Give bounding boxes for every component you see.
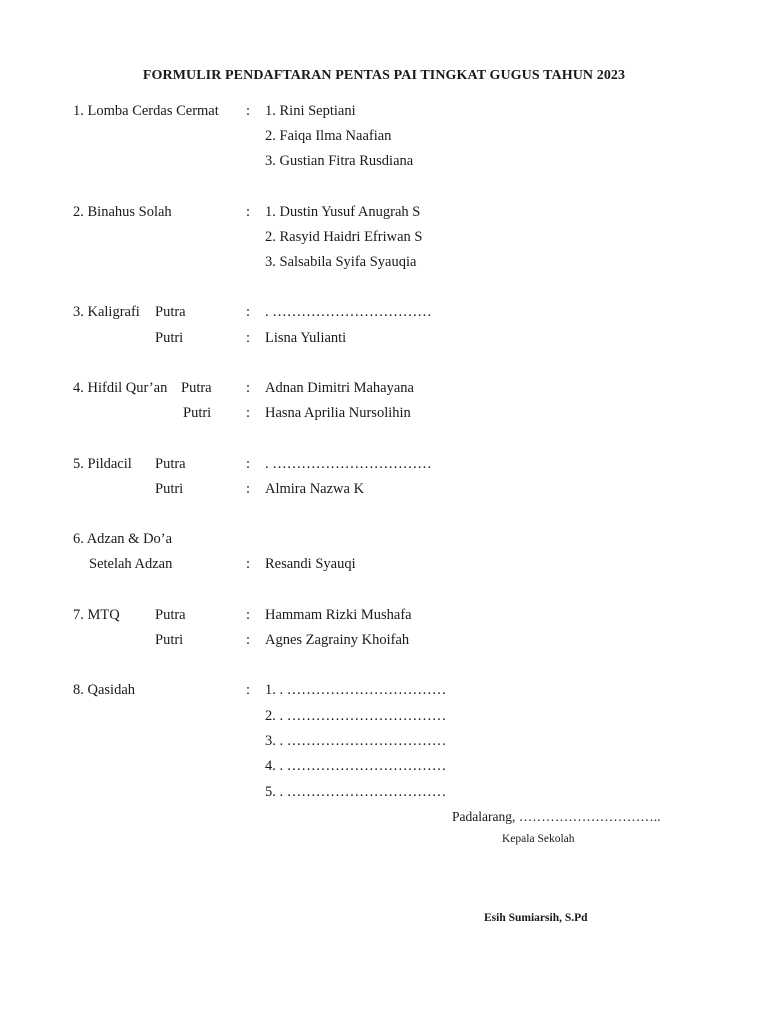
item-7-putri-colon: : [246,632,251,648]
item-6-value: Resandi Syauqi [265,556,356,572]
item-4-label: 4. Hifdil Qur’an [73,380,168,396]
item-1-value-1: 1. Rini Septiani [265,103,356,119]
item-6-colon: : [246,556,251,572]
item-2-value-2: 2. Rasyid Haidri Efriwan S [265,229,423,245]
item-5-putri-value: Almira Nazwa K [265,481,365,497]
item-2-value-1: 1. Dustin Yusuf Anugrah S [265,204,421,220]
item-7-putra-colon: : [246,607,251,623]
item-3-putri-colon: : [246,330,251,346]
item-6-label-line-2: Setelah Adzan [89,556,173,572]
item-3-putra-value: . …………………………… [265,304,432,320]
item-7-label: 7. MTQ [73,607,120,623]
item-5-label: 5. Pildacil [73,456,132,472]
principal-name: Esih Sumiarsih, S.Pd [484,912,588,924]
item-2-value-3: 3. Salsabila Syifa Syauqia [265,254,417,270]
item-3-putra-label: Putra [155,304,186,320]
principal-position: Kepala Sekolah [502,833,575,845]
item-1-colon: : [246,103,251,119]
item-4-putri-value: Hasna Aprilia Nursolihin [265,405,411,421]
item-4-putra-label: Putra [181,380,212,396]
form-title: FORMULIR PENDAFTARAN PENTAS PAI TINGKAT GUGUS TAHUN 2023 [142,68,626,83]
item-8-value-1: 1. . …………………………… [265,682,447,698]
item-4-putri-colon: : [246,405,251,421]
item-3-label: 3. Kaligrafi [73,304,140,320]
item-4-putra-value: Adnan Dimitri Mahayana [265,380,414,396]
item-8-value-2: 2. . …………………………… [265,708,447,724]
item-5-putra-value: . …………………………… [265,456,432,472]
place-date: Padalarang, ………………………….. [452,809,661,824]
item-4-putri-label: Putri [183,405,212,421]
item-3-putra-colon: : [246,304,251,320]
item-7-putri-label: Putri [155,632,184,648]
item-7-putra-value: Hammam Rizki Mushafa [265,607,412,623]
item-8-colon: : [246,682,251,698]
item-7-putra-label: Putra [155,607,186,623]
item-4-putra-colon: : [246,380,251,396]
item-1-value-2: 2. Faiqa Ilma Naafian [265,128,392,144]
item-8-value-4: 4. . …………………………… [265,758,447,774]
item-1-value-3: 3. Gustian Fitra Rusdiana [265,153,414,169]
item-5-putri-label: Putri [155,481,184,497]
item-3-putri-label: Putri [155,330,184,346]
item-8-value-5: 5. . …………………………… [265,784,447,800]
item-7-putri-value: Agnes Zagrainy Khoifah [265,632,410,648]
item-8-label: 8. Qasidah [73,682,136,698]
item-5-putra-colon: : [246,456,251,472]
item-8-value-3: 3. . …………………………… [265,733,447,749]
item-3-putri-value: Lisna Yulianti [265,330,347,346]
item-2-colon: : [246,204,251,220]
item-2-label: 2. Binahus Solah [73,204,172,220]
item-5-putra-label: Putra [155,456,186,472]
item-1-label: 1. Lomba Cerdas Cermat [73,103,219,119]
item-6-label-line-1: 6. Adzan & Do’a [73,531,173,547]
item-5-putri-colon: : [246,481,251,497]
